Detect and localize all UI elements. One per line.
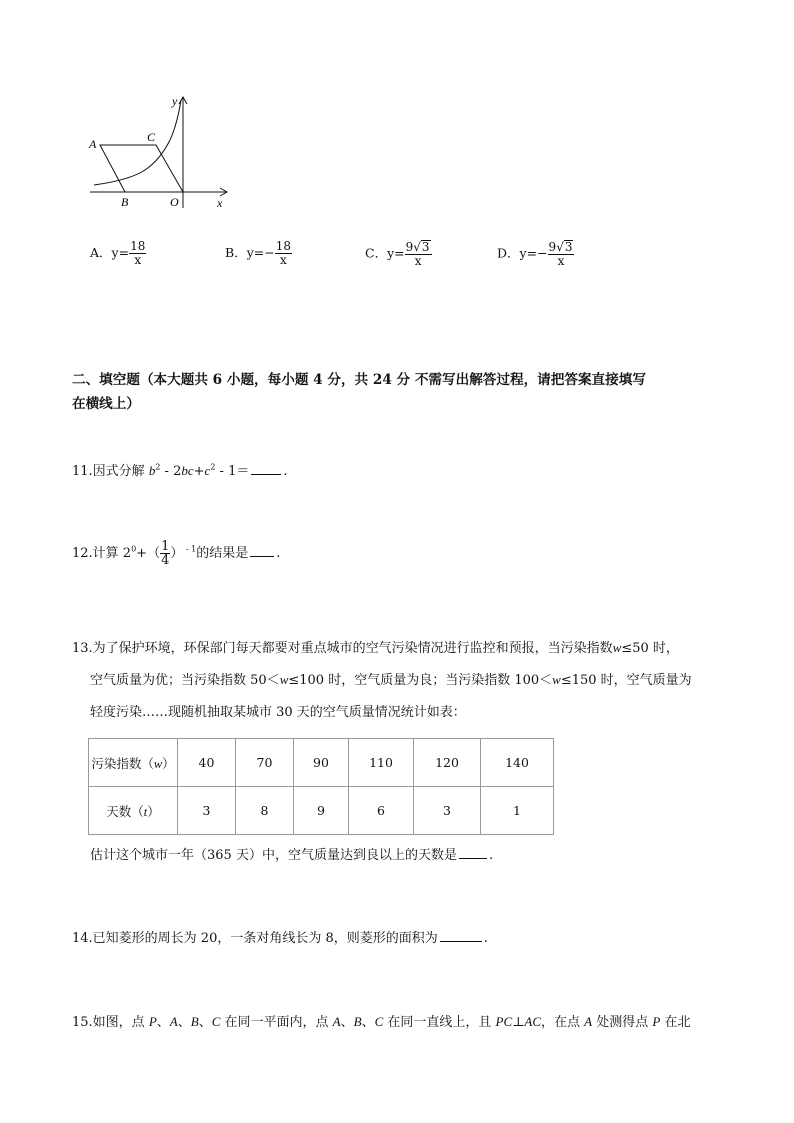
parallelogram: [100, 145, 183, 192]
table-header-t: 天数（t）: [89, 787, 178, 835]
sqrt-icon: √: [413, 240, 421, 254]
graph-figure: [80, 90, 240, 215]
hyperbola-curve: [94, 100, 181, 185]
choice-c[interactable]: C．y= $\frac{9√3}{x}$: [365, 240, 430, 268]
label-C: C: [147, 130, 156, 144]
fraction: $\frac{18}{x}$: [130, 239, 146, 267]
answer-blank[interactable]: [250, 555, 274, 557]
question-14: 14.已知菱形的周长为 20，一条对角线长为 8，则菱形的面积为 .: [72, 931, 488, 946]
question-12: 12.计算 $2^0+$（ $\frac{1}{4}$ ） $^{- 1}$的结果是 .: [72, 539, 281, 568]
section-heading: 二、填空题（本大题共 6 小题，每小题 4 分，共 24 分 不需写出解答过程，请把答案直接填写 在横线上）: [72, 372, 646, 412]
table-cell: 9: [294, 787, 349, 835]
fraction: $\frac{9√3}{x}$: [405, 240, 430, 268]
label-y: y: [172, 94, 178, 108]
fraction: $\frac{9√3}{x}$: [548, 240, 573, 268]
sqrt-icon: √: [556, 240, 564, 254]
question-11: 11.因式分解 $b^2 - 2bc+c^2 - 1=$ .: [72, 462, 288, 479]
table-cell: 6: [349, 787, 414, 835]
fraction: $\frac{18}{x}$: [275, 239, 291, 267]
fraction: $\frac{1}{4}$: [161, 539, 170, 568]
table-cell: 110: [349, 739, 414, 787]
label-B: B: [121, 195, 129, 209]
table-header-w: 污染指数（w）: [89, 739, 178, 787]
choice-a[interactable]: A．y= $\frac{18}{x}$: [90, 239, 146, 267]
question-15: 15.如图，点 P、A、B、C 在同一平面内，点 A、B、C 在同一直线上，且 PC⊥AC，在点 A 处测得点 P 在北: [72, 1014, 691, 1030]
table-cell: 120: [414, 739, 481, 787]
table-cell: 140: [481, 739, 554, 787]
table-cell: 8: [236, 787, 294, 835]
table-row: [89, 787, 554, 835]
table-row: [89, 739, 554, 787]
question-13-after-table: 估计这个城市一年（365 天）中，空气质量达到良以上的天数是 .: [90, 848, 494, 863]
table-cell: 3: [178, 787, 236, 835]
label-A: A: [89, 137, 97, 151]
table-cell: 1: [481, 787, 554, 835]
choice-d[interactable]: D．y=− $\frac{9√3}{x}$: [497, 240, 573, 268]
choice-b[interactable]: B．y=− $\frac{18}{x}$: [225, 239, 291, 267]
answer-blank[interactable]: [251, 473, 281, 475]
label-x: x: [217, 196, 223, 210]
table-cell: 3: [414, 787, 481, 835]
question-13-line3: 轻度污染……现随机抽取某城市 30 天的空气质量情况统计如表：: [90, 705, 466, 720]
question-13-line1: 13.为了保护环境，环保部门每天都要对重点城市的空气污染情况进行监控和预报，当污染指数w≤50 时，: [72, 640, 679, 656]
question-13-line2: 空气质量为优；当污染指数 50＜w≤100 时，空气质量为良；当污染指数 100＜w≤150 时，空气质量为: [90, 672, 692, 688]
table-cell: 40: [178, 739, 236, 787]
answer-blank[interactable]: [459, 857, 487, 859]
answer-blank[interactable]: [440, 940, 482, 942]
pollution-table: [88, 738, 554, 835]
table-cell: 90: [294, 739, 349, 787]
table-cell: 70: [236, 739, 294, 787]
label-O: O: [170, 195, 179, 209]
